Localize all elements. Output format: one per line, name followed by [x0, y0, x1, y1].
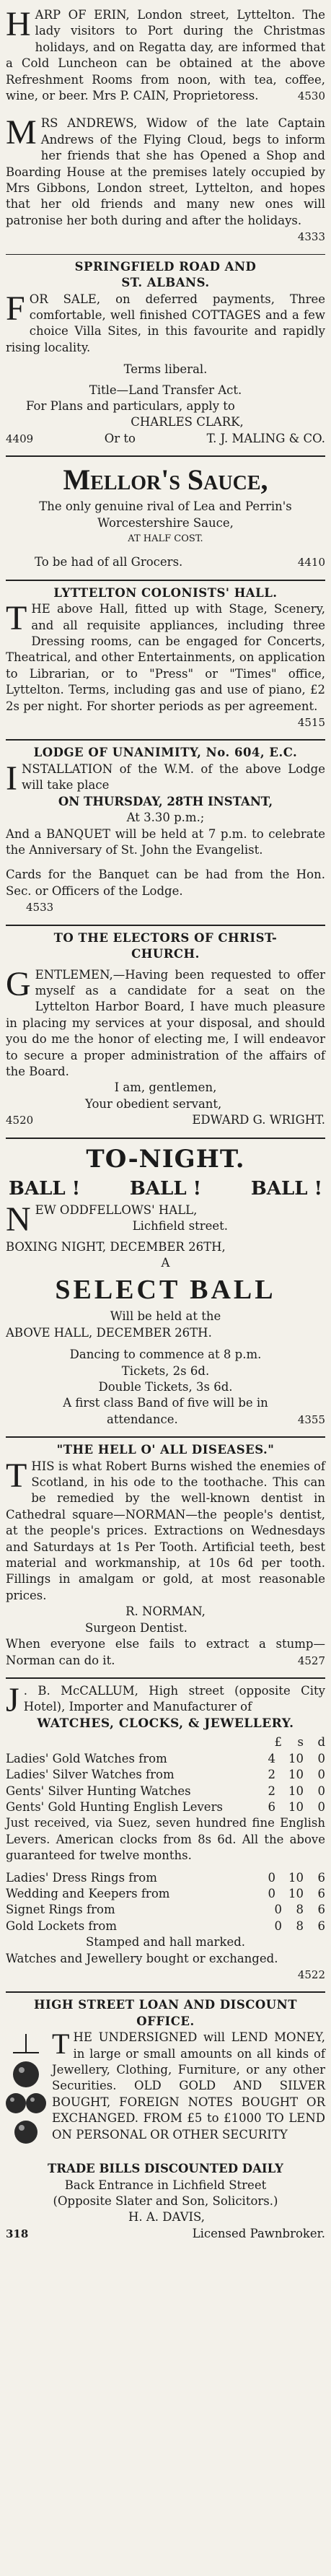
ad-line: ABOVE HALL, DECEMBER 26TH. [6, 1325, 212, 1340]
ad-subtitle: SELECT BALL [55, 1275, 276, 1306]
col-pence: d [317, 1735, 325, 1750]
drop-cap: N [6, 1200, 31, 1239]
plans-line: For Plans and particulars, apply to [26, 398, 235, 413]
price-label: Gents' Gold Hunting English Levers [6, 1799, 223, 1814]
ball-word: BALL ! [250, 1177, 322, 1200]
ad-mrs-andrews [6, 111, 325, 252]
price-value: 0 [317, 1751, 325, 1765]
price-row [6, 1886, 325, 1902]
drop-cap: M [6, 113, 37, 152]
price-value: 4 [268, 1751, 275, 1765]
ad-line: And a BANQUET will be held at 7 p.m. to celebrate the Anniversary of St. John the Evangelist. [6, 826, 325, 857]
price-value: 6 [317, 1918, 325, 1933]
drop-cap: F [6, 289, 25, 328]
ad-line: Your obedient servant, [85, 1096, 222, 1111]
ad-body: FROM £5 to £1000 TO LEND ON PERSONAL OR OTHER SECURITY [52, 2111, 325, 2141]
ad-electors [6, 926, 325, 1136]
ad-line: Dancing to commence at 8 p.m. [69, 1348, 262, 1362]
drop-cap: I [6, 759, 17, 798]
ad-line: AT HALF COST. [128, 533, 203, 544]
agent-clark: CHARLES CLARK, [131, 415, 244, 429]
ad-line: TRADE BILLS DISCOUNTED DAILY [48, 2162, 283, 2176]
ad-subheading: CHURCH. [131, 947, 200, 961]
price-value: 0 [317, 1768, 325, 1782]
ad-heading: LYTTELTON COLONISTS' HALL. [53, 585, 278, 600]
price-row [6, 1902, 325, 1918]
ad-line: Tickets, 2s 6d. [121, 1363, 210, 1378]
col-shillings: s [297, 1735, 304, 1750]
price-column-headers [273, 1734, 325, 1750]
ad-line: To be had of all Grocers. [35, 555, 183, 569]
ad-line: At 3.30 p.m.; [126, 811, 205, 825]
ad-line: ON THURSDAY, 28TH INSTANT, [58, 794, 273, 808]
ad-body: OR SALE, on deferred payments, Three comfortable, well finished COTTAGES and a few choice Villa Sites, in this favourite and rapidly rising locality. [6, 292, 325, 354]
ad-body: ARP OF ERIN, London street, Lyttelton. The lady visitors to Port during the Christmas holidays, and on Regatta day, are informed that a Cold Luncheon can be obtained at the above Refreshment Rooms from noon, with tea, coffee, wine, or beer. Mrs P. CAIN, Proprietoress. [6, 8, 325, 103]
price-label: Ladies' Gold Watches from [6, 1751, 167, 1765]
ad-line: A [161, 1255, 170, 1270]
price-value: 8 [296, 1903, 304, 1917]
ad-number: 4530 [297, 89, 325, 103]
ad-line: attendance. [107, 1412, 178, 1426]
ad-footnote: When everyone else fails to extract a stump—Norman can do it. [6, 1637, 325, 1667]
ad-heading: WATCHES, CLOCKS, & JEWELLERY. [37, 1716, 294, 1731]
ad-line: NSTALLATION of the W.M. of the above Lodge will take place [21, 761, 325, 793]
price-row [6, 1751, 325, 1767]
ad-number: 4409 [6, 432, 34, 445]
drop-cap: T [6, 599, 27, 638]
ad-line: Surgeon Dentist. [85, 1620, 187, 1635]
licensed-line: Licensed Pawnbroker. [192, 2226, 325, 2240]
ad-line: EW ODDFELLOWS' HALL, [35, 1202, 198, 1217]
ad-line: I am, gentlemen, [114, 1080, 217, 1095]
ad-heading: "THE HELL O' ALL DISEASES." [56, 1443, 275, 1457]
price-value: 0 [274, 1903, 282, 1917]
ad-heading: SPRINGFIELD ROAD AND [74, 259, 257, 274]
price-value: 8 [296, 1918, 304, 1933]
price-label: Ladies' Dress Rings from [6, 1870, 157, 1885]
drop-cap: G [6, 964, 31, 1003]
ad-title: TO-NIGHT. [86, 1144, 245, 1174]
price-value: 10 [288, 1886, 304, 1900]
price-list [6, 1870, 325, 1935]
ad-heading: HIGH STREET LOAN AND DISCOUNT [33, 1998, 298, 2012]
ad-title: Mellor's Sauce, [63, 463, 268, 497]
ad-number: 318 [6, 2227, 29, 2240]
pawnbroker-balls-icon [6, 2031, 46, 2161]
price-value: 10 [288, 1768, 304, 1782]
signature-name: EDWARD G. WRIGHT. [192, 1113, 325, 1127]
ad-body: HE above Hall, fitted up with Stage, Scenery, and all requisite appliances, including three Dressing rooms, can be engaged for Concerts, Theatrical, and other Entertainments, on application to Librarian, or to "Press" or "Times" office, Lyttelton. Terms, including gas and use of piano, £2 2s per night. For shorter periods as per agreement. [6, 602, 325, 713]
price-label: Ladies' Silver Watches from [6, 1768, 175, 1782]
agent-maling: T. J. MALING & CO. [206, 431, 325, 445]
price-row [6, 1783, 325, 1799]
ad-body: OLD GOLD AND SILVER BOUGHT, FOREIGN NOTES BOUGHT OR EXCHANGED. [52, 2079, 325, 2126]
drop-cap: T [6, 1456, 27, 1495]
price-value: 2 [268, 1768, 275, 1782]
ad-body: RS ANDREWS, Widow of the late Captain Andrews of the Flying Cloud, begs to inform her friends that she has Opened a Shop and Boarding House at the premises lately occupied by Mrs Gibbons, London street, Lyttelton, and hopes that her old friends and many new ones will patronise her both during and after the holidays. [6, 116, 325, 227]
ad-line: Worcestershire Sauce, [97, 515, 234, 530]
col-pounds: £ [274, 1735, 282, 1750]
price-value: 10 [288, 1751, 304, 1765]
price-value: 0 [268, 1870, 275, 1885]
ad-line: Stamped and hall marked. [85, 1935, 246, 1950]
drop-cap: H [6, 5, 31, 43]
ad-number: 4533 [26, 901, 54, 914]
ad-line: . B. McCALLUM, High street (opposite City Hotel), Importer and Manufacturer of [23, 1683, 325, 1714]
price-value: 0 [268, 1886, 275, 1900]
ball-word: BALL ! [129, 1177, 202, 1200]
ad-number: 4522 [297, 1968, 325, 1981]
price-row [6, 1767, 325, 1783]
price-value: 10 [288, 1783, 304, 1798]
ad-number: 4515 [297, 716, 325, 730]
price-value: 10 [288, 1870, 304, 1885]
ad-mccallum-jeweller [6, 1679, 325, 1991]
ad-high-street-loan [6, 1993, 325, 2249]
ad-colonists-hall [6, 581, 325, 738]
ad-norman-dentist [6, 1438, 325, 1676]
ad-harp-of-erin [6, 3, 325, 111]
ad-select-ball [6, 1139, 325, 1436]
ad-springfield-road [6, 255, 325, 454]
ad-line: A first class Band of five will be in [63, 1396, 268, 1410]
ad-subheading: OFFICE. [136, 2014, 195, 2028]
price-label: Gold Lockets from [6, 1918, 118, 1933]
ad-number: 4527 [297, 1654, 325, 1667]
ad-number: 4520 [6, 1114, 34, 1127]
price-value: 10 [288, 1799, 304, 1814]
terms: Terms liberal. [123, 362, 208, 377]
price-row [6, 1918, 325, 1934]
price-value: 2 [268, 1783, 275, 1798]
title-line: Title—Land Transfer Act. [89, 383, 242, 397]
ad-line: (Opposite Slater and Son, Solicitors.) [53, 2194, 278, 2209]
drop-cap: T [52, 2027, 70, 2061]
price-value: 0 [274, 1918, 282, 1933]
ball-word: BALL ! [9, 1177, 81, 1200]
ad-subheading: ST. ALBANS. [121, 276, 210, 290]
price-label: Signet Rings from [6, 1903, 115, 1917]
ad-body: HE UNDERSIGNED will LEND MONEY, in large or small amounts on all kinds of Jewellery, Clothing, Furniture, or any other Securities. [52, 2030, 325, 2093]
ad-line: BOXING NIGHT, DECEMBER 26TH, [6, 1239, 226, 1254]
price-value: 6 [317, 1886, 325, 1900]
price-value: 6 [268, 1799, 275, 1814]
ad-line: Just received, via Suez, seven hundred fine English Levers. American clocks from 8s 6d. All the above guaranteed for twelve months. [6, 1816, 325, 1863]
ad-line: Lichfield street. [132, 1218, 229, 1233]
signature-name: H. A. DAVIS, [128, 2210, 206, 2224]
ad-line: Watches and Jewellery bought or exchanged. [6, 1951, 278, 1965]
ad-body: HIS is what Robert Burns wished the enemies of Scotland, in his ode to the toothache. This can be remedied by the well-known dentist in Cathedral square—NORMAN—the people's dentist, at the people's prices. Extractions on Wednesdays and Saturdays at 1s Per Tooth. Artificial teeth, best material and workmanship, at 10s 6d per tooth. Fillings in amalgam or gold, at most reasonable prices. [6, 1459, 325, 1602]
price-label: Gents' Silver Hunting Watches [6, 1783, 191, 1798]
ad-heading: TO THE ELECTORS OF CHRIST- [53, 930, 278, 945]
ad-line: Back Entrance in Lichfield Street [64, 2178, 267, 2192]
ad-body: ENTLEMEN,—Having been requested to offer myself as a candidate for a seat on the Lyttelton Harbor Board, I have much pleasure in placing my services at your disposal, and should you do me the honor of electing me, I will endeavor to secure a proper administration of the affairs of the Board. [6, 967, 325, 1078]
drop-cap: J [6, 1680, 19, 1719]
ad-line: The only genuine rival of Lea and Perrin's [39, 499, 292, 514]
ad-number: 4410 [297, 556, 325, 569]
ad-line: Double Tickets, 3s 6d. [98, 1380, 233, 1394]
price-row [6, 1799, 325, 1815]
price-value: 6 [317, 1870, 325, 1885]
price-value: 0 [317, 1799, 325, 1814]
price-value: 6 [317, 1903, 325, 1917]
ad-line: Cards for the Banquet can be had from the Hon. Sec. or Officers of the Lodge. [6, 868, 325, 898]
ad-line: R. NORMAN, [125, 1604, 206, 1619]
ad-line [6, 1636, 325, 1669]
price-label: Wedding and Keepers from [6, 1886, 170, 1900]
ad-line: Will be held at the [110, 1309, 221, 1324]
or-to: Or to [104, 431, 136, 445]
price-list [6, 1751, 325, 1816]
price-row [6, 1870, 325, 1886]
ad-mellors-sauce [6, 457, 325, 578]
ad-number: 4355 [297, 1413, 325, 1426]
ad-number: 4333 [297, 230, 325, 244]
ad-heading: LODGE OF UNANIMITY, No. 604, E.C. [33, 746, 298, 760]
price-value: 0 [317, 1783, 325, 1798]
ad-lodge-of-unanimity [6, 741, 325, 922]
